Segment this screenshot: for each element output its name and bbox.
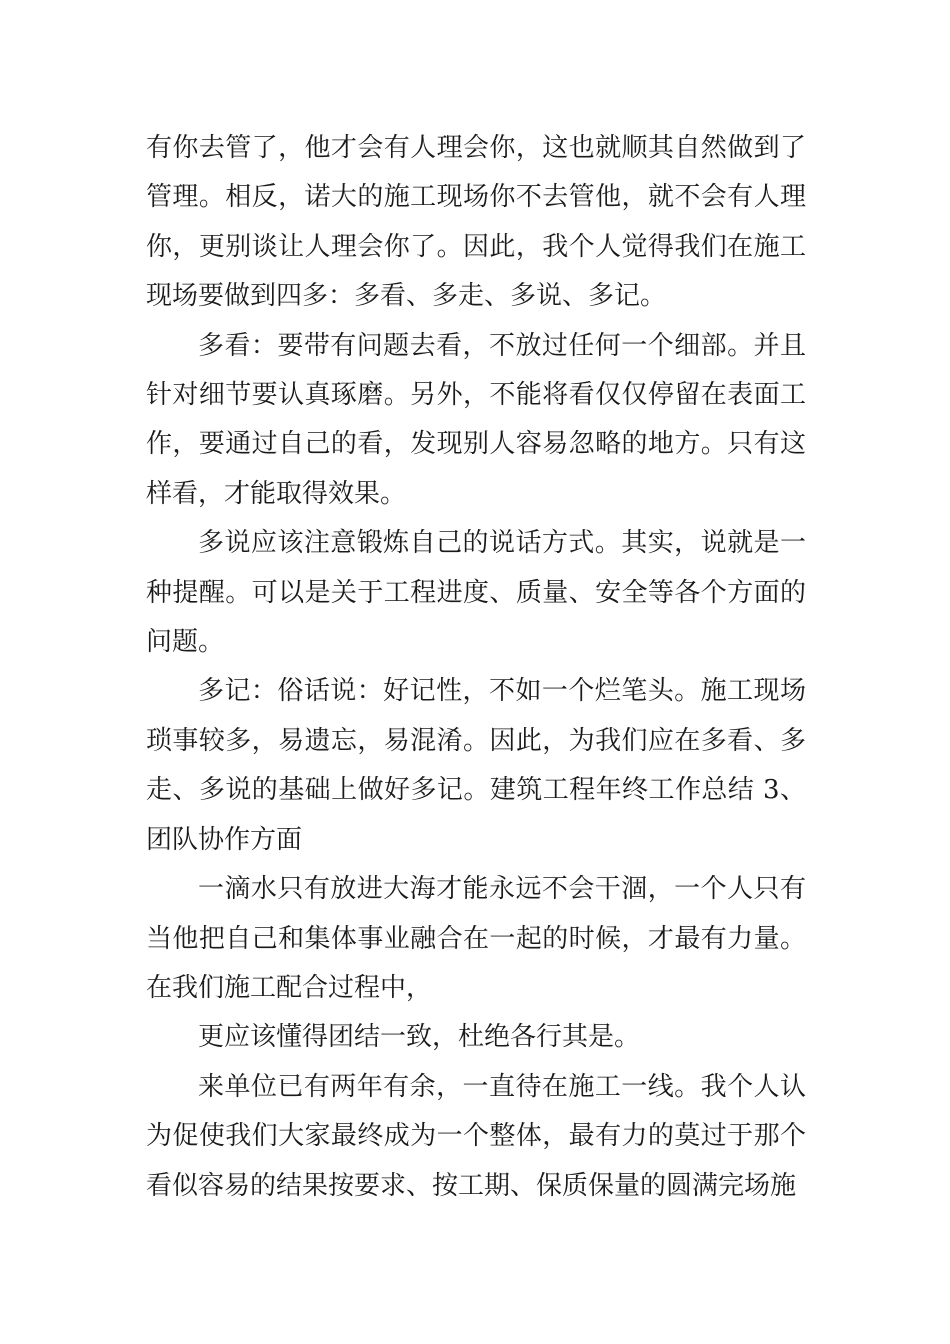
paragraph-3: 多说应该注意锻炼自己的说话方式。其实，说就是一种提醒。可以是关于工程进度、质量、安全等各个方面的问题。 — [146, 528, 806, 658]
paragraph-7: 来单位已有两年有余，一直待在施工一线。我个人认为促使我们大家最终成为一个整体，最有力的莫过于那个看似容易的结果按要求、按工期、保质保量的圆满完场施 — [146, 1071, 806, 1201]
paragraph-2: 多看：要带有问题去看，不放过任何一个细部。并且针对细节要认真琢磨。另外，不能将看仅仅停留在表面工作，要通过自己的看，发现别人容易忽略的地方。只有这样看，才能取得效果。 — [146, 330, 806, 509]
paragraph-4: 多记：俗话说：好记性，不如一个烂笔头。施工现场琐事较多，易遗忘，易混淆。因此，为我们应在多看、多走、多说的基础上做好多记。建筑工程年终工作总结 3、团队协作方面 — [146, 676, 806, 855]
document-body — [146, 124, 806, 1211]
paragraph-1: 有你去管了，他才会有人理会你，这也就顺其自然做到了管理。相反，诺大的施工现场你不去管他，就不会有人理你，更别谈让人理会你了。因此，我个人觉得我们在施工现场要做到四多：多看、多走、多说、多记。 — [146, 133, 806, 312]
paragraph-6: 更应该懂得团结一致，杜绝各行其是。 — [198, 1022, 641, 1053]
paragraph-5: 一滴水只有放进大海才能永远不会干涸，一个人只有当他把自己和集体事业融合在一起的时候，才最有力量。在我们施工配合过程中， — [146, 874, 806, 1003]
